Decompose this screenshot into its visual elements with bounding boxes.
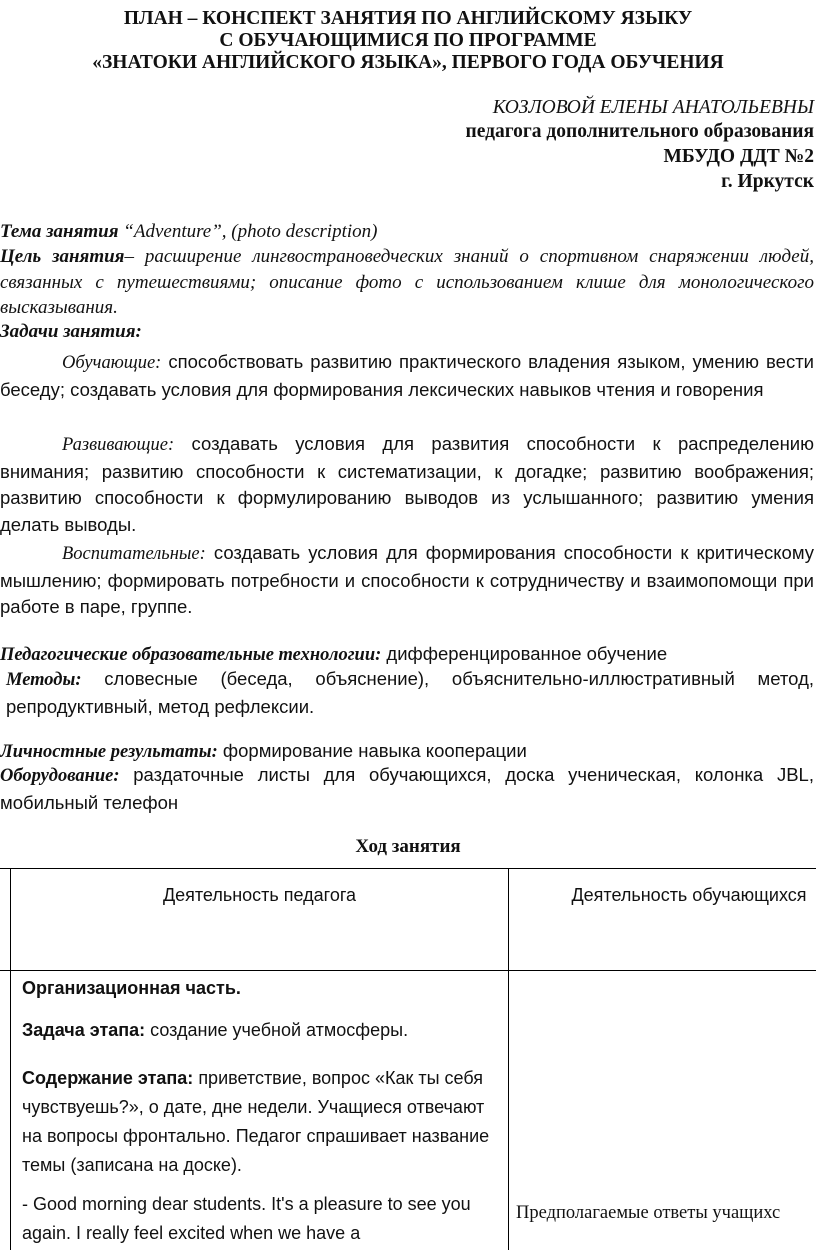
column-header-teacher: Деятельность педагога [162,885,357,905]
goal-value: – расширение лингвострановедческих знаний о спортивном снаряжении людей, связанных с путешествиями; описание фото с использованием клише для монологического высказывания. [0,246,814,318]
results-label: Личностные результаты: [0,742,218,762]
pedagogical-technologies [0,641,814,669]
results-value: формирование навыка кооперации [217,740,527,761]
tech-value: дифференцированное обучение [381,643,668,664]
task-developing-label: Развивающие: [62,435,175,455]
lesson-topic [0,219,814,244]
task-educational [0,349,814,403]
equipment [0,762,814,816]
topic-value: “Adventure”, (photo description) [118,221,378,242]
tech-label: Педагогические образовательные технологии: [0,645,382,665]
stage-title: Организационная часть. [22,978,241,998]
equipment-value: раздаточные листы для обучающихся, доска ученическая, колонка JBL, мобильный телефон [0,764,814,813]
table-row-divider [0,970,816,971]
teacher-speech: - Good morning dear students. It's a pleasure to see you again. I really feel excited when we have a [22,1194,471,1243]
table-left-border [10,868,11,1250]
stage-task-label: Задача этапа: [22,1020,146,1040]
task-developing [0,431,814,538]
author-position: педагога дополнительного образования [465,121,814,142]
students-expected-answers: Предполагаемые ответы учащихс [516,1203,781,1223]
topic-label: Тема занятия [0,221,119,242]
task-upbringing-text: создавать условия для формирования способности к критическому мышлению; формировать потребности и способности к сотрудничеству и взаимопомощи при работе в паре, группе. [0,542,814,617]
task-developing-text: создавать условия для развития способности к распределению внимания; развитию способности к систематизации, к догадке; развитию воображения; развитию способности к формулированию выводов из услышанного; развитию умения делать выводы. [0,433,814,535]
stage-content-value: приветствие, вопрос «Как ты себя чувствуешь?», о дате, дне недели. Учащиеся отвечают на вопросы фронтально. Педагог спрашивает название темы (записана на доске). [22,1068,490,1175]
methods-value: словесные (беседа, объяснение), объяснительно-иллюстративный метод, репродуктивный, метод рефлексии. [6,668,814,717]
goal-label: Цель занятия [0,246,125,267]
task-educational-label: Обучающие: [62,353,162,373]
methods-label: Методы: [6,670,82,690]
stage-task [22,1016,492,1045]
table-column-divider [508,868,509,1250]
stage-content-label: Содержание этапа: [22,1068,194,1088]
document-title [0,8,816,74]
task-educational-text: способствовать развитию практического владения языком, умению вести беседу; создавать условия для формирования лексических навыков чтения и говорения [0,351,814,400]
tasks-heading: Задачи занятия: [0,321,142,342]
stage-content [22,1064,492,1180]
task-upbringing-label: Воспитательные: [62,544,206,564]
city: г. Иркутск [721,171,814,192]
table-top-border [0,868,816,869]
title-line-3: «ЗНАТОКИ АНГЛИЙСКОГО ЯЗЫКА», ПЕРВОГО ГОДА ОБУЧЕНИЯ [92,52,724,73]
methods [0,666,814,720]
column-header-students: Деятельность обучающихся [571,885,807,905]
title-line-1: ПЛАН – КОНСПЕКТ ЗАНЯТИЯ ПО АНГЛИЙСКОМУ ЯЗЫКУ [123,8,693,29]
course-heading: Ход занятия [355,836,461,857]
title-line-2: С ОБУЧАЮЩИМИСЯ ПО ПРОГРАММЕ [219,30,597,51]
equipment-label: Оборудование: [0,766,120,786]
lesson-goal [0,244,814,321]
organization: МБУДО ДДТ №2 [663,146,814,167]
author-name: КОЗЛОВОЙ ЕЛЕНЫ АНАТОЛЬЕВНЫ [492,97,814,118]
task-upbringing [0,540,814,621]
stage-task-value: создание учебной атмосферы. [145,1020,409,1040]
